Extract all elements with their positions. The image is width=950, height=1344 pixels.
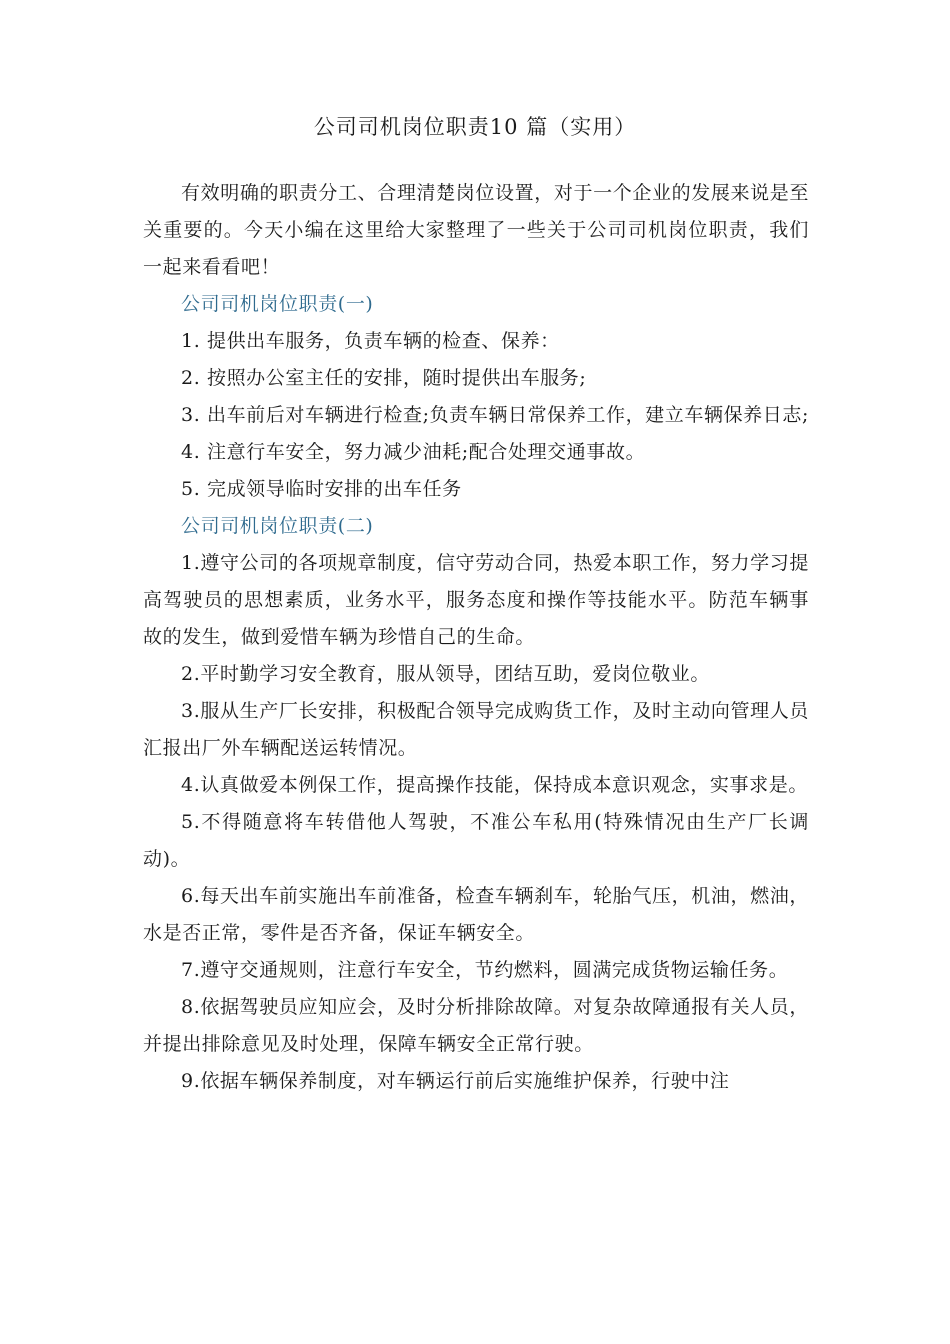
- list-item: 1.遵守公司的各项规章制度，信守劳动合同，热爱本职工作，努力学习提高驾驶员的思想素质，业务水平，服务态度和操作等技能水平。防范车辆事故的发生，做到爱惜车辆为珍惜自己的生命。: [143, 552, 809, 648]
- list-item: 9.依据车辆保养制度，对车辆运行前后实施维护保养，行驶中注: [181, 1070, 730, 1092]
- list-item: 2.平时勤学习安全教育，服从领导，团结互助，爱岗位敬业。: [181, 663, 710, 685]
- list-item: 3.服从生产厂长安排，积极配合领导完成购货工作，及时主动向管理人员汇报出厂外车辆配送运转情况。: [143, 700, 809, 759]
- section-heading-2: 公司司机岗位职责(二): [181, 515, 374, 537]
- document-body: [143, 175, 809, 1100]
- list-item: 6.每天出车前实施出车前准备，检查车辆刹车，轮胎气压，机油，燃油，水是否正常，零件是否齐备，保证车辆安全。: [143, 885, 809, 944]
- list-item: 5.不得随意将车转借他人驾驶，不准公车私用(特殊情况由生产厂长调动)。: [143, 811, 809, 870]
- list-item: 1. 提供出车服务，负责车辆的检查、保养：: [181, 330, 560, 352]
- list-item: 3. 出车前后对车辆进行检查;负责车辆日常保养工作，建立车辆保养日志;: [181, 404, 809, 426]
- list-item: 4.认真做爱本例保工作，提高操作技能，保持成本意识观念，实事求是。: [181, 774, 808, 796]
- list-item: 7.遵守交通规则，注意行车安全，节约燃料，圆满完成货物运输任务。: [181, 959, 789, 981]
- list-item: 5. 完成领导临时安排的出车任务: [181, 478, 462, 500]
- list-item: 2. 按照办公室主任的安排，随时提供出车服务;: [181, 367, 587, 389]
- document-title: 公司司机岗位职责10 篇（实用）: [313, 115, 637, 139]
- intro-paragraph: 有效明确的职责分工、合理清楚岗位设置，对于一个企业的发展来说是至关重要的。今天小编在这里给大家整理了一些关于公司司机岗位职责，我们一起来看看吧！: [143, 182, 809, 278]
- list-item: 8.依据驾驶员应知应会，及时分析排除故障。对复杂故障通报有关人员，并提出排除意见及时处理，保障车辆安全正常行驶。: [143, 996, 809, 1055]
- section-heading-1: 公司司机岗位职责(一): [181, 293, 374, 315]
- list-item: 4. 注意行车安全，努力减少油耗;配合处理交通事故。: [181, 441, 646, 463]
